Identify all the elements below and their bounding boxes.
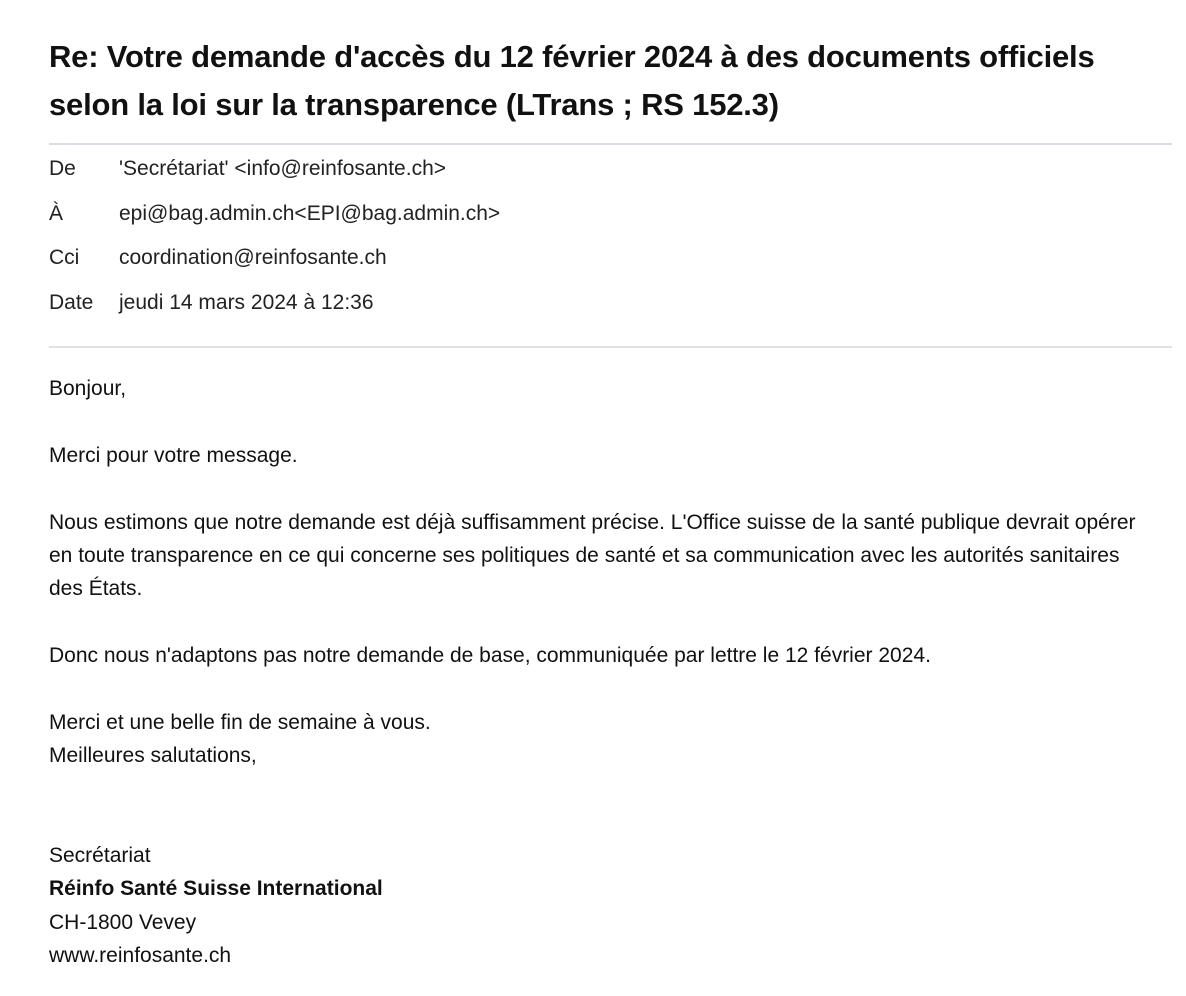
greeting: Bonjour, [49,377,127,400]
thanks-line: Merci pour votre message. [49,443,298,467]
recipient-address[interactable]: epi@bag.admin.ch<EPI@bag.admin.ch> [119,201,501,225]
email-signature [49,839,1172,973]
body-paragraph-1: Nous estimons que notre demande est déjà suffisamment précise. L'Office suisse de la santé publique devrait opérer en toute transparence en ce qui concerne ses politiques de santé et sa communication avec les autorités sanitaires des États. [49,510,1136,601]
header-row-from [49,153,1172,198]
header-label-to: À [49,201,64,225]
signature-address: CH-1800 Vevey [49,910,197,934]
sent-date: jeudi 14 mars 2024 à 12:36 [119,290,374,314]
signature-role: Secrétariat [49,843,151,867]
signature-website-link[interactable]: www.reinfosante.ch [49,944,232,968]
email-body [49,372,1159,773]
bcc-address[interactable]: coordination@reinfosante.ch [119,246,387,269]
email-headers [49,153,1172,331]
header-label-date: Date [49,290,94,314]
signature-organization: Réinfo Santé Suisse International [49,877,383,901]
header-row-to [49,198,1172,243]
body-divider [49,346,1172,348]
header-label-from: De [49,157,76,180]
closing-line-1: Merci et une belle fin de semaine à vous. [49,711,431,734]
header-row-date [49,287,1172,332]
header-label-bcc: Cci [49,246,80,269]
email-subject: Re: Votre demande d'accès du 12 février 2024 à des documents officiels selon la loi sur la transparence (LTrans ; RS 152.3) [49,39,1095,122]
sender-address[interactable]: 'Secrétariat' <info@reinfosante.ch> [119,157,447,180]
closing-line-2: Meilleures salutations, [49,744,257,768]
header-divider [49,143,1172,145]
body-paragraph-2: Donc nous n'adaptons pas notre demande de base, communiquée par lettre le 12 février 2024. [49,644,931,668]
header-row-bcc [49,242,1172,287]
